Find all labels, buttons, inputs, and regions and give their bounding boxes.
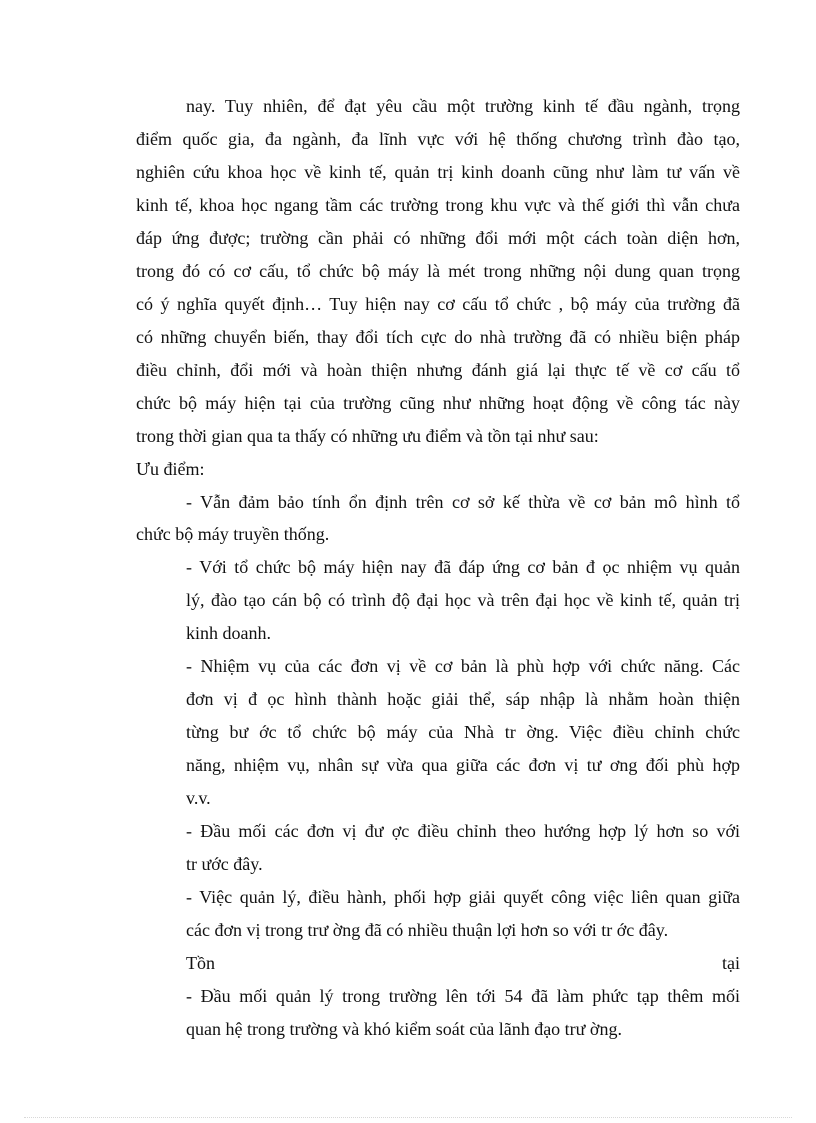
text-line: nghiên cứu khoa học về kinh tế, quản trị kinh doanh cũng như làm tư vấn về bbox=[136, 162, 740, 182]
text-line: đáp ứng được; trường cần phải có những đổi mới một cách toàn diện hơn, bbox=[136, 228, 740, 248]
text-line: kinh doanh. bbox=[186, 623, 271, 643]
text-line: chức bộ máy truyền thống. bbox=[136, 524, 330, 544]
text-line: có những chuyển biến, thay đổi tích cực do nhà trường đã có nhiều biện pháp bbox=[136, 327, 740, 347]
section-heading-right: tại bbox=[722, 953, 740, 973]
bullet-line: - Đầu mối các đơn vị đư ợc điều chỉnh theo hướng hợp lý hơn so với bbox=[186, 821, 740, 841]
bullet-line: - Việc quản lý, điều hành, phối hợp giải quyết công việc liên quan giữa bbox=[186, 887, 740, 907]
text-line: chức bộ máy hiện tại của trường cũng như những hoạt động về công tác này bbox=[136, 393, 740, 413]
bullet-line: - Vẫn đảm bảo tính ổn định trên cơ sở kế thừa về cơ bản mô hình tổ bbox=[186, 492, 740, 512]
text-line: tr ước đây. bbox=[186, 854, 263, 874]
text-line: v.v. bbox=[186, 788, 211, 808]
bullet-line: - Với tổ chức bộ máy hiện nay đã đáp ứng cơ bản đ ọc nhiệm vụ quản bbox=[186, 557, 740, 577]
text-line: quan hệ trong trường và khó kiểm soát của lãnh đạo trư ờng. bbox=[186, 1019, 622, 1039]
text-line: điều chỉnh, đổi mới và hoàn thiện nhưng đánh giá lại thực tế về cơ cấu tổ bbox=[136, 360, 740, 380]
text-line: có ý nghĩa quyết định… Tuy hiện nay cơ cấu tổ chức , bộ máy của trường đã bbox=[136, 294, 740, 314]
section-heading-left: Tồn bbox=[186, 953, 215, 973]
text-line: trong đó có cơ cấu, tổ chức bộ máy là mét trong những nội dung quan trọng bbox=[136, 261, 740, 281]
bullet-line: - Nhiệm vụ của các đơn vị về cơ bản là phù hợp với chức năng. Các bbox=[186, 656, 740, 676]
text-line: các đơn vị trong trư ờng đã có nhiều thuận lợi hơn so với tr ớc đây. bbox=[186, 920, 669, 940]
text-line: đơn vị đ ọc hình thành hoặc giải thể, sáp nhập là nhằm hoàn thiện bbox=[186, 689, 740, 709]
text-line: lý, đào tạo cán bộ có trình độ đại học và trên đại học về kinh tế, quản trị bbox=[186, 590, 740, 610]
page-bottom-divider bbox=[24, 1117, 792, 1118]
text-line: điểm quốc gia, đa ngành, đa lĩnh vực với hệ thống chương trình đào tạo, bbox=[136, 129, 740, 149]
text-line: từng bư ớc tổ chức bộ máy của Nhà tr ờng. Việc điều chỉnh chức bbox=[186, 722, 740, 742]
text-line: năng, nhiệm vụ, nhân sự vừa qua giữa các đơn vị tư ơng đối phù hợp bbox=[186, 755, 740, 775]
text-line: trong thời gian qua ta thấy có những ưu điểm và tồn tại như sau: bbox=[136, 426, 599, 446]
text-line: kinh tế, khoa học ngang tầm các trường trong khu vực và thế giới thì vẫn chưa bbox=[136, 195, 740, 215]
text-line: nay. Tuy nhiên, để đạt yêu cầu một trường kinh tế đầu ngành, trọng bbox=[186, 96, 740, 116]
bullet-line: - Đầu mối quản lý trong trường lên tới 54 đã làm phức tạp thêm mối bbox=[186, 986, 740, 1006]
section-heading: Ưu điểm: bbox=[136, 459, 205, 479]
